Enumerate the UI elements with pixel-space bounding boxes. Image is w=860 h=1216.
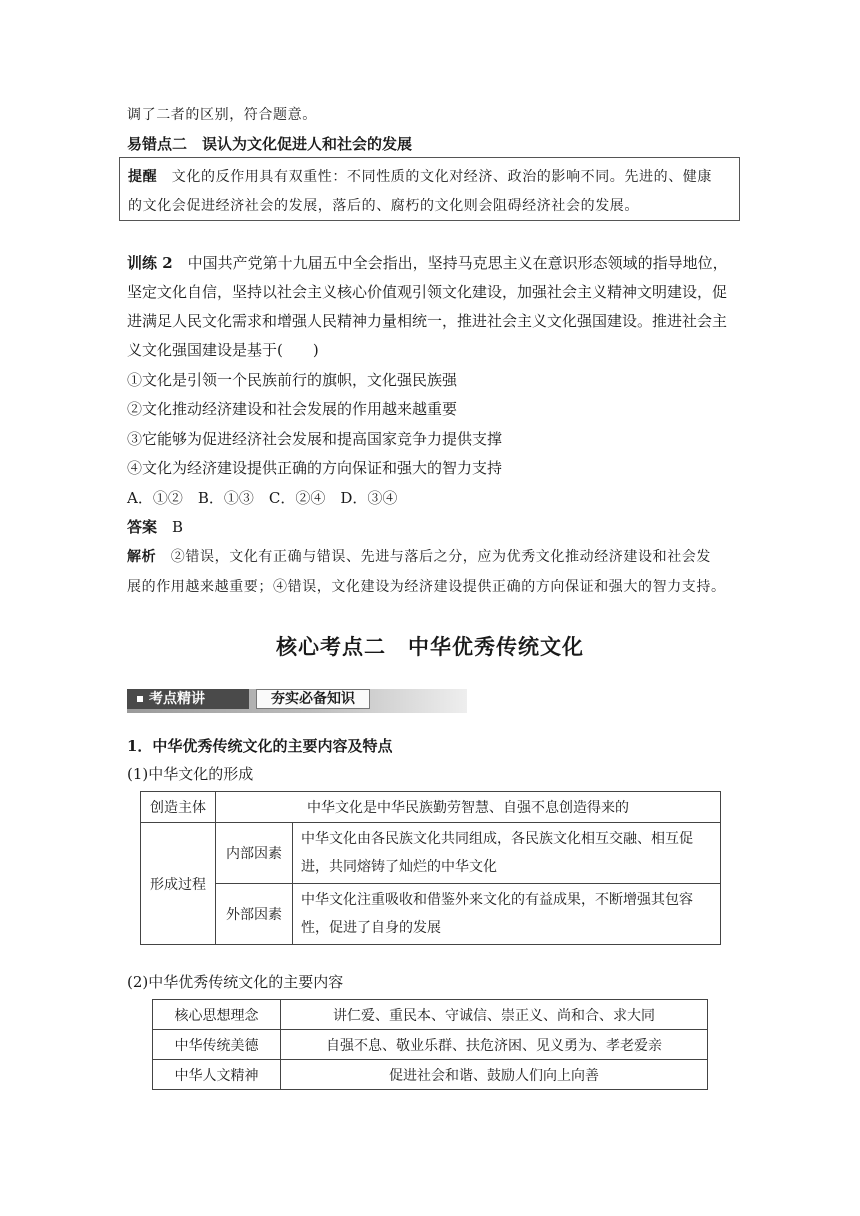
option-3: ③它能够为促进经济社会发展和提高国家竞争力提供支撑 xyxy=(127,430,503,448)
analysis-line-1: 解析 ②错误，文化有正确与错误、先进与落后之分，应为优秀文化推动经济建设和社会发 xyxy=(127,549,712,565)
tip-box xyxy=(119,157,740,221)
answer-value: B xyxy=(157,518,184,536)
analysis-line-2: 展的作用越来越重要；④错误，文化建设为经济建设提供正确的方向保证和强大的智力支持。 xyxy=(127,579,726,595)
table-row xyxy=(141,823,721,884)
formation-table xyxy=(140,791,721,945)
table-cell: 中华传统美德 xyxy=(153,1030,281,1060)
table-row xyxy=(153,1000,708,1030)
table-cell: 中华文化是中华民族勤劳智慧、自强不息创造得来的 xyxy=(216,792,721,823)
table-cell: 促进社会和谐、鼓励人们向上向善 xyxy=(281,1060,708,1090)
point1-heading: 1．中华优秀传统文化的主要内容及特点 xyxy=(127,737,393,755)
banner-dark: 考点精讲 xyxy=(127,689,249,709)
point1-sub2: (2)中华优秀传统文化的主要内容 xyxy=(127,973,344,991)
tip-line-2: 的文化会促进经济社会的发展，落后的、腐朽的文化则会阻碍经济社会的发展。 xyxy=(128,198,639,214)
exercise-line-3: 进满足人民文化需求和增强人民精神力量相统一，推进社会主义文化强国建设。推进社会主 xyxy=(127,312,728,330)
tip-line-1: 提醒 文化的反作用具有双重性：不同性质的文化对经济、政治的影响不同。先进的、健康 xyxy=(128,169,713,185)
table-row xyxy=(141,792,721,823)
exercise-line-4: 义文化强国建设是基于( ) xyxy=(127,341,319,359)
content-table xyxy=(152,999,708,1090)
table-cell: 自强不息、敬业乐群、扶危济困、见义勇为、孝老爱亲 xyxy=(281,1030,708,1060)
exercise-line-1: 训练 2 中国共产党第十九届五中全会指出，坚持马克思主义在意识形态领域的指导地位， xyxy=(127,254,728,272)
banner-light: 夯实必备知识 xyxy=(256,689,370,709)
table-cell: 内部因素 xyxy=(216,823,293,884)
analysis-label: 解析 xyxy=(127,549,157,565)
exercise-label: 训练 2 xyxy=(127,254,173,272)
table-cell: 中华文化由各民族文化共同组成，各民族文化相互交融、相互促进，共同熔铸了灿烂的中华文化 xyxy=(293,823,721,884)
table-cell: 核心思想理念 xyxy=(153,1000,281,1030)
table-cell: 创造主体 xyxy=(141,792,216,823)
answer-label: 答案 xyxy=(127,518,158,536)
tip-label: 提醒 xyxy=(128,169,158,185)
table-cell: 形成过程 xyxy=(141,823,216,945)
table-cell: 讲仁爱、重民本、守诚信、崇正义、尚和合、求大同 xyxy=(281,1000,708,1030)
table-cell: 外部因素 xyxy=(216,884,293,945)
table-row xyxy=(153,1030,708,1060)
table-cell: 中华文化注重吸收和借鉴外来文化的有益成果，不断增强其包容性，促进了自身的发展 xyxy=(293,884,721,945)
point1-sub1: (1)中华文化的形成 xyxy=(127,765,254,783)
square-bullet-icon xyxy=(137,696,143,702)
table-row xyxy=(153,1060,708,1090)
section-title: 核心考点二 中华优秀传统文化 xyxy=(276,635,584,659)
section-banner xyxy=(127,689,467,713)
table-row xyxy=(141,884,721,945)
option-4: ④文化为经济建设提供正确的方向保证和强大的智力支持 xyxy=(127,459,503,477)
continuation-text: 调了二者的区别，符合题意。 xyxy=(127,107,317,123)
table-cell: 中华人文精神 xyxy=(153,1060,281,1090)
exercise-line-2: 坚定文化自信，坚持以社会主义核心价值观引领文化建设，加强社会主义精神文明建设，促 xyxy=(127,283,728,301)
option-2: ②文化推动经济建设和社会发展的作用越来越重要 xyxy=(127,400,458,418)
answer-line xyxy=(127,516,183,537)
error-point-title: 易错点二 误认为文化促进人和社会的发展 xyxy=(127,135,413,153)
choices: A．①② B．①③ C．②④ D．③④ xyxy=(127,489,398,507)
option-1: ①文化是引领一个民族前行的旗帜，文化强民族强 xyxy=(127,371,458,389)
